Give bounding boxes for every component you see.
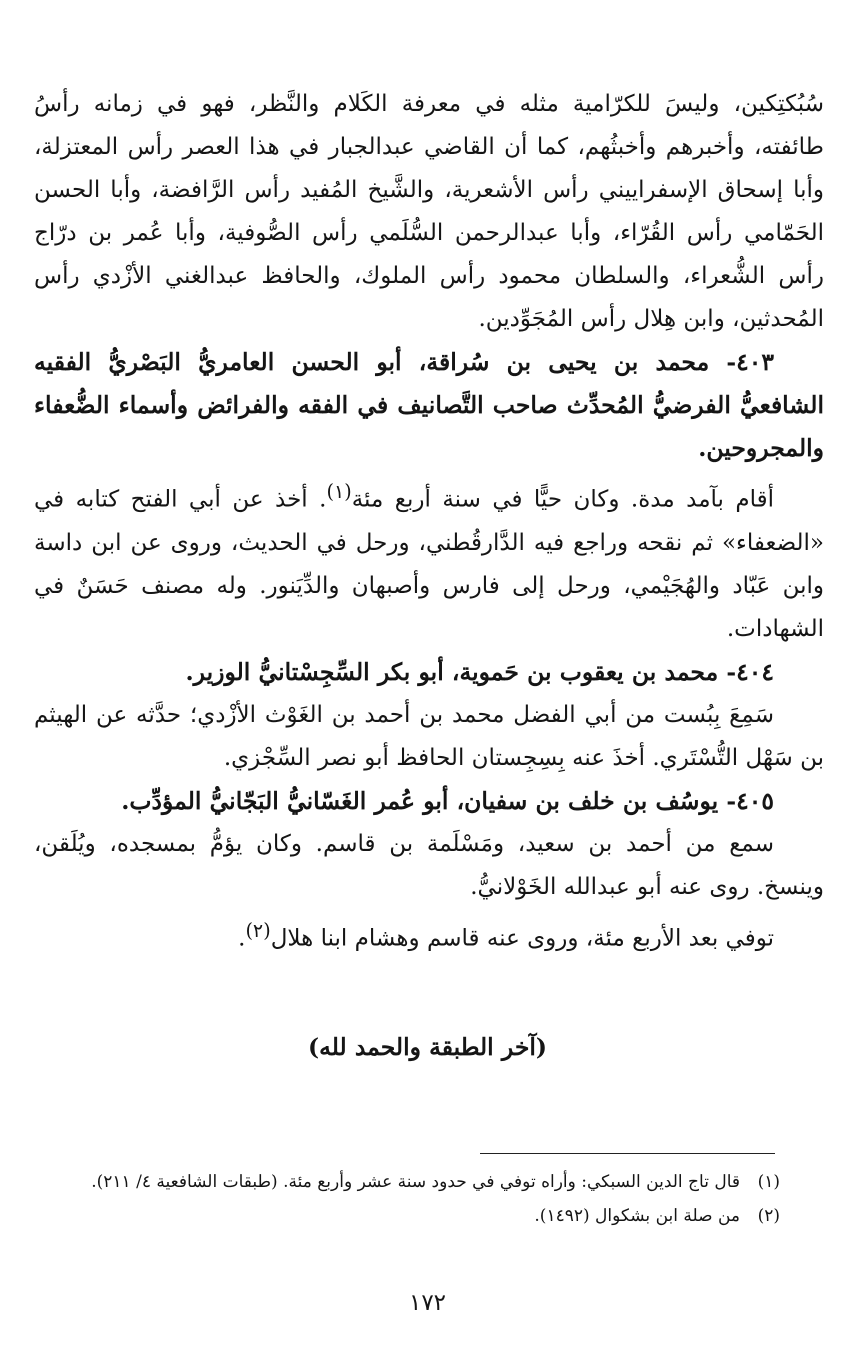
footnote-ref-2: (٢) [245,918,271,942]
footnote-1 [30,1168,780,1196]
entry-403-text-part-a: أقام بآمد مدة. وكان حيًّا في سنة أربع مئة [351,486,774,513]
entry-403-heading: ٤٠٣- محمد بن يحيى بن سُراقة، أبو الحسن العامريُّ البَصْريُّ الفقيه الشافعيُّ الفرضيُّ المُحدِّث صاحب التَّصانيف في الفقه والفرائض وأسماء الضُّعفاء والمجروحين. [34,348,824,462]
paragraph-continuation: سُبُكتِكين، وليسَ للكرّامية مثله في معرفة الكَلام والنَّظر، فهو في زمانه رأسُ طائفته، وأخبرهم وأخبثُهم، كما أن القاضي عبدالجبار في هذا العصر رأس المعتزلة، وأبا إسحاق الإسفراييني رأس الأشعرية، والشَّيخ المُفيد رأس الرَّافضة، وأبا الحسن الحَمّامي رأس القُرّاء، وأبا عبدالرحمن السُّلَمي رأس الصُّوفية، وأبا عُمر بن درّاج رأس الشُّعراء، والسلطان محمود رأس الملوك، والحافظ عبدالغني الأزْدي رأس المُحدثين، وابن هِلال رأس المُجَوِّدين. [34,91,824,332]
footnote-1-text: قال تاج الدين السبكي: وأراه توفي في حدود سنة عشر وأربع مئة. (طبقات الشافعية ٤/ ٢١١). [91,1172,740,1192]
entry-404-heading: ٤٠٤- محمد بن يعقوب بن حَموية، أبو بكر السِّجِسْتانيُّ الوزير. [185,657,774,686]
entry-405-death-part-b: . [238,925,246,952]
footnote-separator [480,1153,775,1154]
entry-405-death [34,909,824,961]
entry-405-text: سمع من أحمد بن سعيد، ومَسْلَمة بن قاسم. وكان يؤمُّ بمسجده، ويُلَقن، وينسخ. روى عنه أبو عبدالله الخَوْلانيُّ. [34,830,824,900]
footnotes [30,1168,780,1236]
entry-404-text: سَمِعَ بِبُست من أبي الفضل محمد بن أحمد بن الغَوْث الأزْدي؛ حدَّثه عن الهيثم بن سَهْل التُّسْتَري. أخذَ عنه بِسِجِستان الحافظ أبو نصر السِّجْزي. [34,701,824,771]
footnote-2-text: من صلة ابن بشكوال (١٤٩٢). [534,1206,740,1226]
footnote-1-number: (١) [757,1172,780,1192]
entry-403-text [34,470,824,651]
entry-405-heading: ٤٠٥- يوسُف بن خلف بن سفيان، أبو عُمر الغَسّانيُّ البَجّانيُّ المؤدِّب. [121,786,774,815]
entry-405-death-part-a: توفي بعد الأربع مئة، وروى عنه قاسم وهشام ابنا هلال [270,925,774,952]
main-text [34,83,824,960]
section-closing: (آخر الطبقة والحمد لله) [307,1033,548,1061]
footnote-2-number: (٢) [757,1206,780,1226]
footnote-ref-1: (١) [326,480,352,503]
entry-403-text-part-b: . أخذ عن أبي الفتح كتابه في «الضعفاء» ثم نقحه وراجع فيه الدَّارقُطني، ورحل في الحديث، وروى عن ابن داسة وابن عَبّاد والهُجَيْمي، ورحل إلى فارس وأصبهان والدِّيَنور. وله مصنف حَسَنٌ في الشهادات. [34,486,824,642]
footnote-2 [30,1202,780,1230]
page-number: ١٧٢ [408,1290,447,1316]
